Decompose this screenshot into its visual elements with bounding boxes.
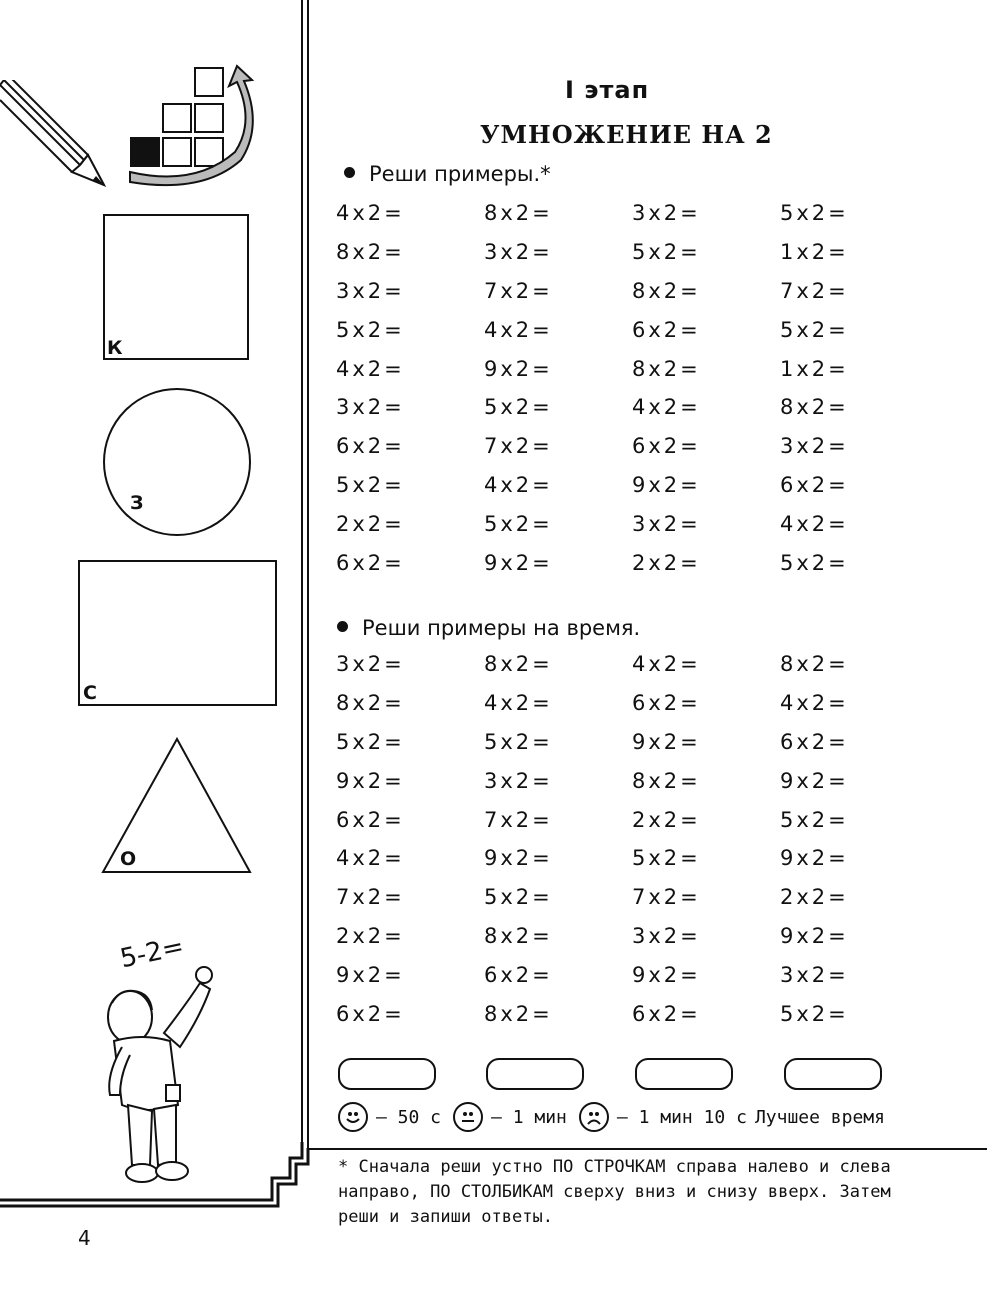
math-problem: 3x2= xyxy=(336,652,405,676)
math-problem: 7x2= xyxy=(484,434,553,459)
math-problem: 7x2= xyxy=(484,807,553,832)
math-problem: 5x2= xyxy=(484,395,553,420)
math-problem: 3x2= xyxy=(336,395,405,420)
time-answer-box[interactable] xyxy=(784,1058,882,1090)
math-problem: 4x2= xyxy=(484,317,553,342)
math-problem: 9x2= xyxy=(484,356,553,381)
math-problem: 1x2= xyxy=(780,239,849,264)
math-problem: 8x2= xyxy=(780,395,849,420)
timing-ok: — 1 мин xyxy=(491,1106,567,1128)
math-problem: 4x2= xyxy=(484,690,553,715)
math-problem: 5x2= xyxy=(632,846,701,871)
triangle-label: О xyxy=(120,848,137,870)
timing-good: — 50 с xyxy=(376,1106,442,1128)
math-problem: 3x2= xyxy=(484,768,553,793)
math-problem: 8x2= xyxy=(632,356,701,381)
math-problem: 9x2= xyxy=(632,729,701,754)
time-answer-box[interactable] xyxy=(635,1058,733,1090)
math-problem: 2x2= xyxy=(632,551,701,576)
math-problem: 6x2= xyxy=(632,690,701,715)
rectangle-shape xyxy=(78,560,277,706)
math-problem: 6x2= xyxy=(780,473,849,498)
timing-bad: — 1 мин 10 с xyxy=(616,1106,747,1128)
math-problem: 8x2= xyxy=(484,652,553,676)
bullet-icon xyxy=(337,621,348,632)
math-problem: 6x2= xyxy=(336,1002,405,1027)
math-problem: 5x2= xyxy=(336,729,405,754)
task-1-instruction xyxy=(344,162,551,186)
math-problem: 9x2= xyxy=(780,846,849,871)
math-problem: 1x2= xyxy=(780,356,849,381)
math-problem: 3x2= xyxy=(780,434,849,459)
smiley-neutral-icon xyxy=(453,1102,483,1132)
rectangle-label: С xyxy=(83,682,97,704)
square-label: К xyxy=(107,337,123,359)
problems-grid-1 xyxy=(336,201,928,590)
task-2-text: Реши примеры на время. xyxy=(362,616,641,640)
best-time-label: Лучшее время xyxy=(754,1106,885,1128)
staircase-border xyxy=(0,1140,310,1210)
math-problem: 8x2= xyxy=(780,652,849,676)
math-problem: 9x2= xyxy=(336,768,405,793)
staircase-blocks-icon xyxy=(125,62,260,190)
time-answer-box[interactable] xyxy=(338,1058,436,1090)
math-problem: 8x2= xyxy=(632,278,701,303)
page-number: 4 xyxy=(78,1226,91,1250)
time-answer-box[interactable] xyxy=(486,1058,584,1090)
math-problem: 3x2= xyxy=(632,924,701,949)
math-problem: 5x2= xyxy=(780,807,849,832)
math-problem: 5x2= xyxy=(336,317,405,342)
math-problem: 5x2= xyxy=(632,239,701,264)
math-problem: 6x2= xyxy=(336,551,405,576)
math-problem: 8x2= xyxy=(484,924,553,949)
timing-row xyxy=(338,1102,885,1132)
math-problem: 4x2= xyxy=(780,690,849,715)
math-problem: 3x2= xyxy=(632,512,701,537)
math-problem: 9x2= xyxy=(780,768,849,793)
math-problem: 4x2= xyxy=(336,846,405,871)
math-problem: 8x2= xyxy=(632,768,701,793)
task-1-text: Реши примеры.* xyxy=(369,162,551,186)
footnote: * Сначала реши устно ПО СТРОЧКАМ справа налево и слева направо, ПО СТОЛБИКАМ сверху вниз и снизу вверх. Затем реши и запиши ответы. xyxy=(338,1157,891,1227)
math-problem: 8x2= xyxy=(336,690,405,715)
math-problem: 6x2= xyxy=(632,434,701,459)
math-problem: 3x2= xyxy=(336,278,405,303)
math-problem: 8x2= xyxy=(484,1002,553,1027)
circle-label: З xyxy=(130,492,144,514)
math-problem: 4x2= xyxy=(336,356,405,381)
math-problem: 7x2= xyxy=(780,278,849,303)
math-problem: 5x2= xyxy=(336,473,405,498)
math-problem: 3x2= xyxy=(484,239,553,264)
math-problem: 5x2= xyxy=(484,512,553,537)
math-problem: 2x2= xyxy=(336,512,405,537)
math-problem: 2x2= xyxy=(780,885,849,910)
stage-heading: I этап xyxy=(565,76,650,104)
math-problem: 6x2= xyxy=(780,729,849,754)
math-problem: 8x2= xyxy=(484,201,553,225)
square-shape xyxy=(103,214,249,360)
math-problem: 9x2= xyxy=(780,924,849,949)
math-problem: 6x2= xyxy=(484,963,553,988)
math-problem: 5x2= xyxy=(780,551,849,576)
math-problem: 6x2= xyxy=(336,807,405,832)
math-problem: 6x2= xyxy=(632,1002,701,1027)
math-problem: 9x2= xyxy=(484,551,553,576)
math-problem: 9x2= xyxy=(484,846,553,871)
math-problem: 5x2= xyxy=(780,1002,849,1027)
math-problem: 5x2= xyxy=(780,317,849,342)
page-title: УМНОЖЕНИЕ НА 2 xyxy=(480,120,773,149)
smiley-happy-icon xyxy=(338,1102,368,1132)
pencil-icon xyxy=(0,80,110,190)
math-problem: 5x2= xyxy=(484,885,553,910)
math-problem: 4x2= xyxy=(484,473,553,498)
math-problem: 7x2= xyxy=(484,278,553,303)
math-problem: 4x2= xyxy=(632,395,701,420)
math-problem: 5x2= xyxy=(484,729,553,754)
math-problem: 9x2= xyxy=(632,963,701,988)
math-problem: 4x2= xyxy=(336,201,405,225)
bullet-icon xyxy=(344,167,355,178)
problems-grid-2 xyxy=(336,652,928,1041)
math-problem: 5x2= xyxy=(780,201,849,225)
math-problem: 9x2= xyxy=(336,963,405,988)
math-problem: 3x2= xyxy=(780,963,849,988)
task-2-instruction xyxy=(337,616,640,640)
math-problem: 8x2= xyxy=(336,239,405,264)
math-problem: 6x2= xyxy=(336,434,405,459)
column-divider xyxy=(301,0,309,1148)
circle-shape xyxy=(103,388,251,536)
math-problem: 7x2= xyxy=(632,885,701,910)
math-problem: 2x2= xyxy=(336,924,405,949)
math-problem: 9x2= xyxy=(632,473,701,498)
math-problem: 4x2= xyxy=(780,512,849,537)
smiley-sad-icon xyxy=(579,1102,609,1132)
math-problem: 7x2= xyxy=(336,885,405,910)
math-problem: 6x2= xyxy=(632,317,701,342)
math-problem: 2x2= xyxy=(632,807,701,832)
math-problem: 4x2= xyxy=(632,652,701,676)
footnote-divider xyxy=(309,1148,987,1150)
math-problem: 3x2= xyxy=(632,201,701,225)
chalk-text: 5-2= xyxy=(117,931,187,975)
